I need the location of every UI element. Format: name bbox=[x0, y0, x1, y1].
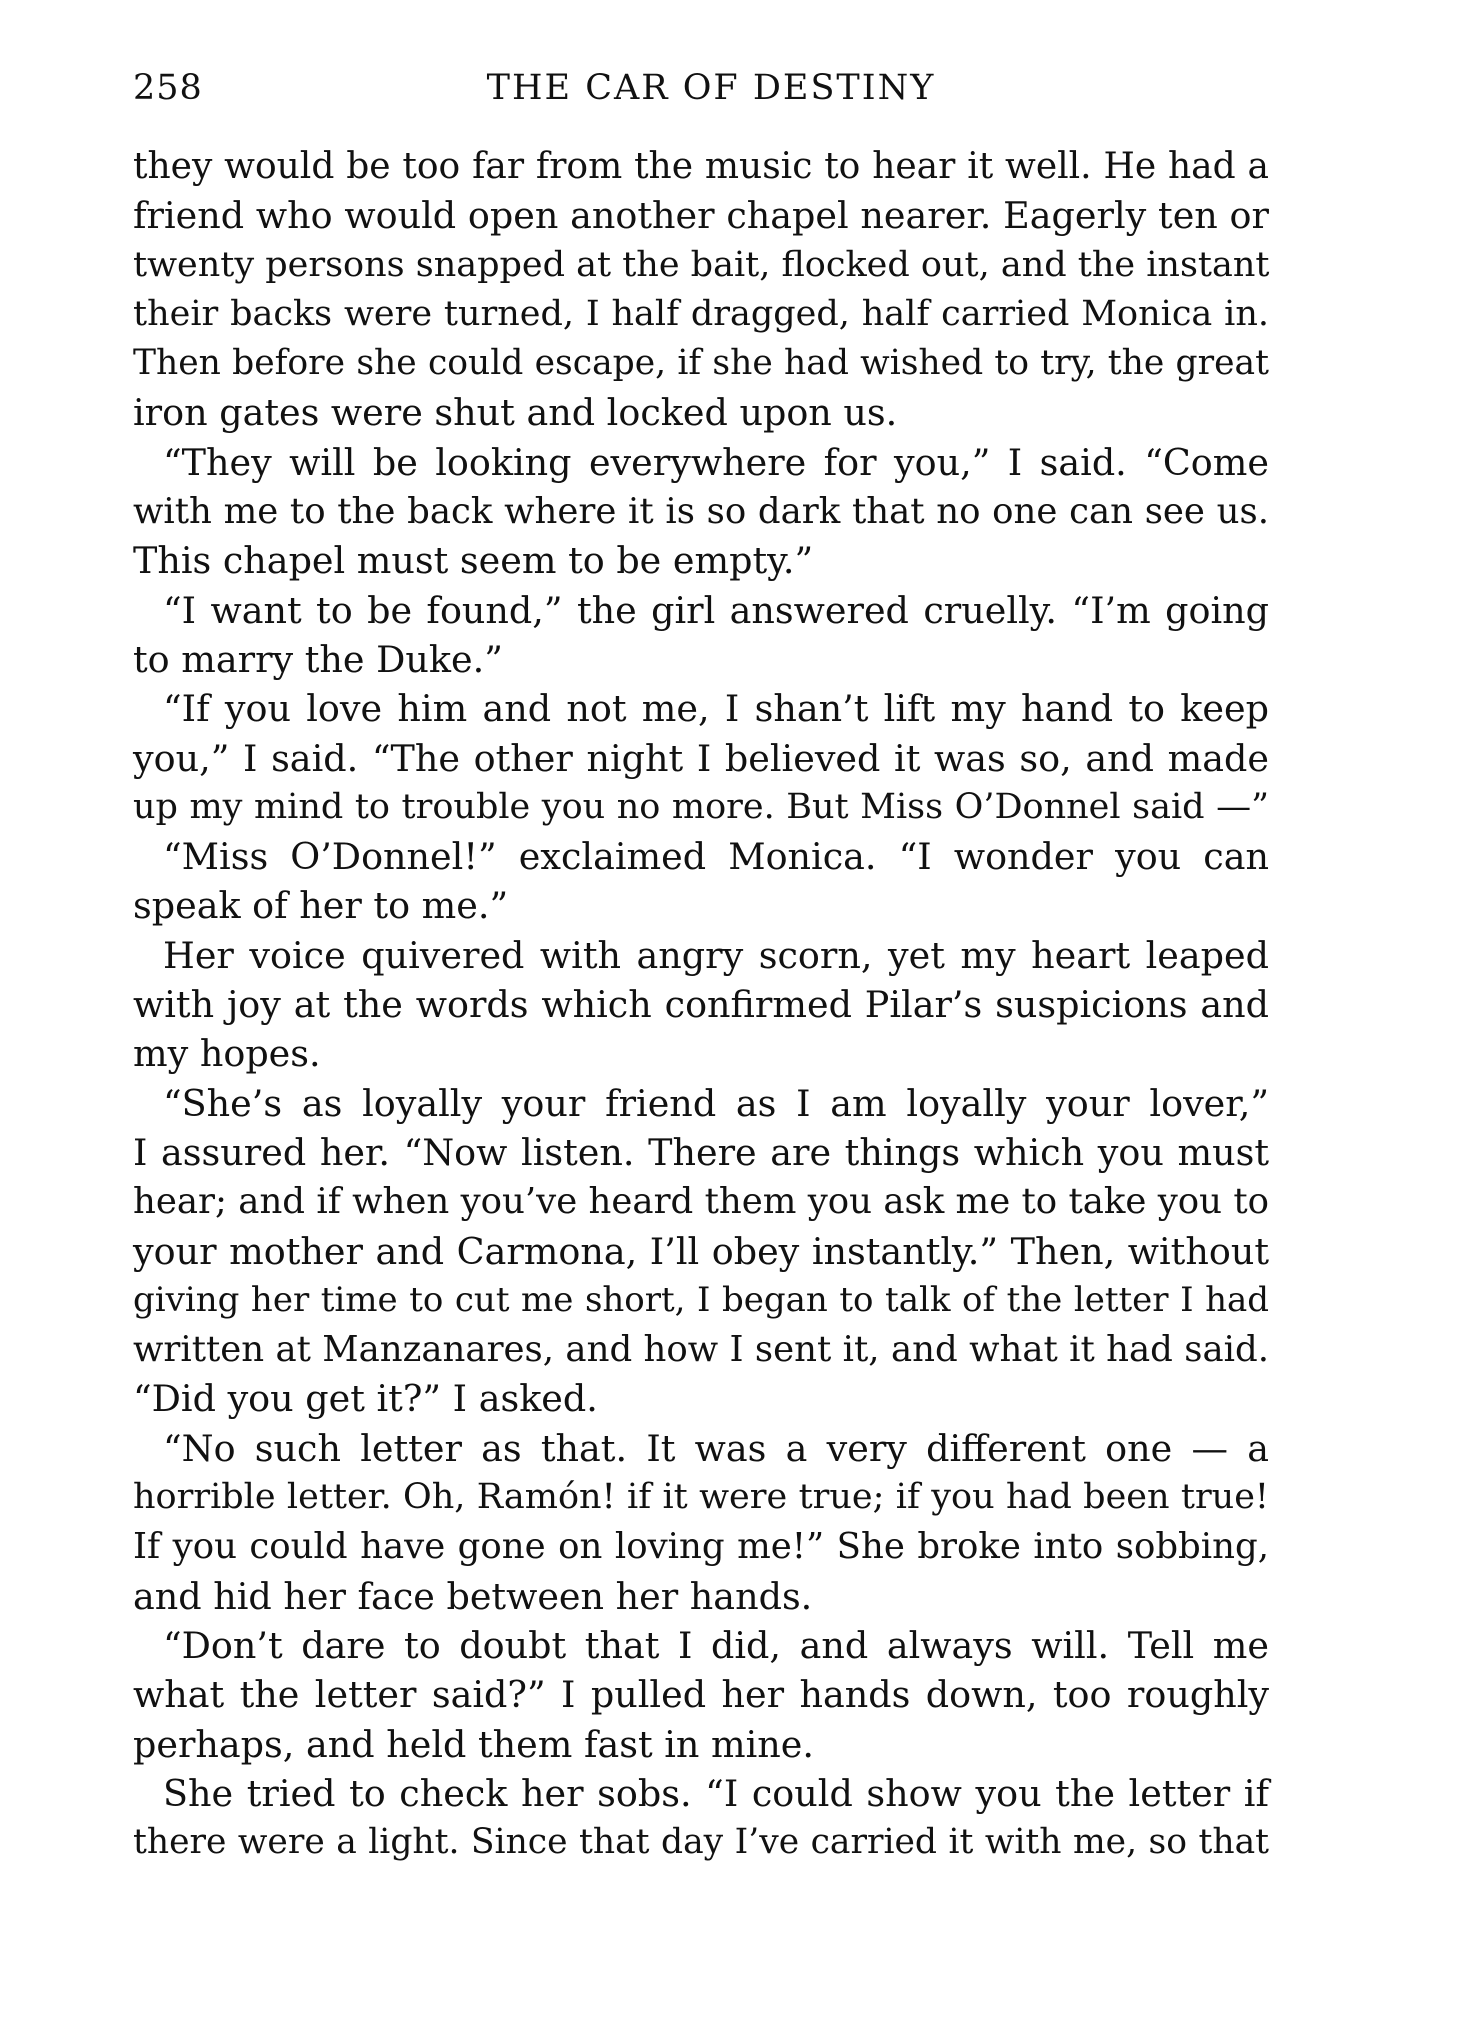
text-line: speak of her to me.” bbox=[133, 884, 509, 928]
text-line: they would be too far from the music to hear it well. He had a bbox=[133, 146, 1269, 187]
body-text bbox=[133, 142, 1269, 1867]
text-line: you,” I said. “The other night I believed it was so, and made bbox=[133, 736, 1269, 780]
text-line: This chapel must seem to be empty.” bbox=[133, 539, 814, 583]
page-number: 258 bbox=[133, 68, 203, 108]
text-line: If you could have gone on loving me!” She broke into sobbing, bbox=[133, 1526, 1269, 1568]
text-line: what the letter said?” I pulled her hands down, too roughly bbox=[133, 1673, 1269, 1717]
text-line: up my mind to trouble you no more. But Miss O’Donnel said —” bbox=[133, 786, 1269, 827]
text-line: “They will be looking everywhere for you,” I said. “Come bbox=[163, 440, 1269, 484]
text-line: twenty persons snapped at the bait, flocked out, and the instant bbox=[133, 244, 1270, 285]
text-line: Then before she could escape, if she had wished to try, the great bbox=[133, 343, 1269, 384]
text-line: “I want to be found,” the girl answered cruelly. “I’m going bbox=[163, 588, 1269, 632]
text-line: “If you love him and not me, I shan’t lift my hand to keep bbox=[163, 687, 1269, 731]
text-line: horrible letter. Oh, Ramón! if it were true; if you had been true! bbox=[133, 1477, 1269, 1518]
text-line: “Don’t dare to doubt that I did, and always will. Tell me bbox=[163, 1623, 1269, 1667]
text-line: “Did you get it?” I asked. bbox=[133, 1377, 598, 1421]
text-line: I assured her. “Now listen. There are things which you must bbox=[133, 1130, 1269, 1174]
text-line: written at Manzanares, and how I sent it, and what it had said. bbox=[133, 1329, 1269, 1371]
text-line: to marry the Duke.” bbox=[133, 637, 503, 681]
text-line: and hid her face between her hands. bbox=[133, 1574, 813, 1618]
text-line: Her voice quivered with angry scorn, yet my heart leaped bbox=[163, 933, 1269, 977]
text-line: hear; and if when you’ve heard them you ask me to take you to bbox=[133, 1181, 1269, 1223]
text-line: friend who would open another chapel nearer. Eagerly ten or bbox=[133, 194, 1269, 238]
text-line: “Miss O’Donnel!” exclaimed Monica. “I wonder you can bbox=[163, 835, 1269, 879]
text-line: iron gates were shut and locked upon us. bbox=[133, 391, 898, 435]
text-line: there were a light. Since that day I’ve carried it with me, so that bbox=[133, 1822, 1269, 1863]
text-line: She tried to check her sobs. “I could show you the letter if bbox=[163, 1771, 1269, 1815]
text-line: with me to the back where it is so dark that no one can see us. bbox=[133, 491, 1269, 533]
text-line: their backs were turned, I half dragged, half carried Monica in. bbox=[133, 293, 1269, 334]
text-line: my hopes. bbox=[133, 1032, 321, 1076]
text-line: perhaps, and held them fast in mine. bbox=[133, 1722, 815, 1766]
text-line: “She’s as loyally your friend as I am loyally your lover,” bbox=[163, 1081, 1269, 1125]
page-header bbox=[133, 60, 1269, 120]
text-line: your mother and Carmona, I’ll obey instantly.” Then, without bbox=[133, 1229, 1269, 1273]
running-head: THE CAR OF DESTINY bbox=[486, 68, 936, 108]
text-line: “No such letter as that. It was a very different one — a bbox=[163, 1426, 1269, 1470]
text-line: giving her time to cut me short, I began to talk of the letter I had bbox=[133, 1279, 1269, 1320]
text-line: with joy at the words which confirmed Pilar’s suspicions and bbox=[133, 983, 1269, 1027]
